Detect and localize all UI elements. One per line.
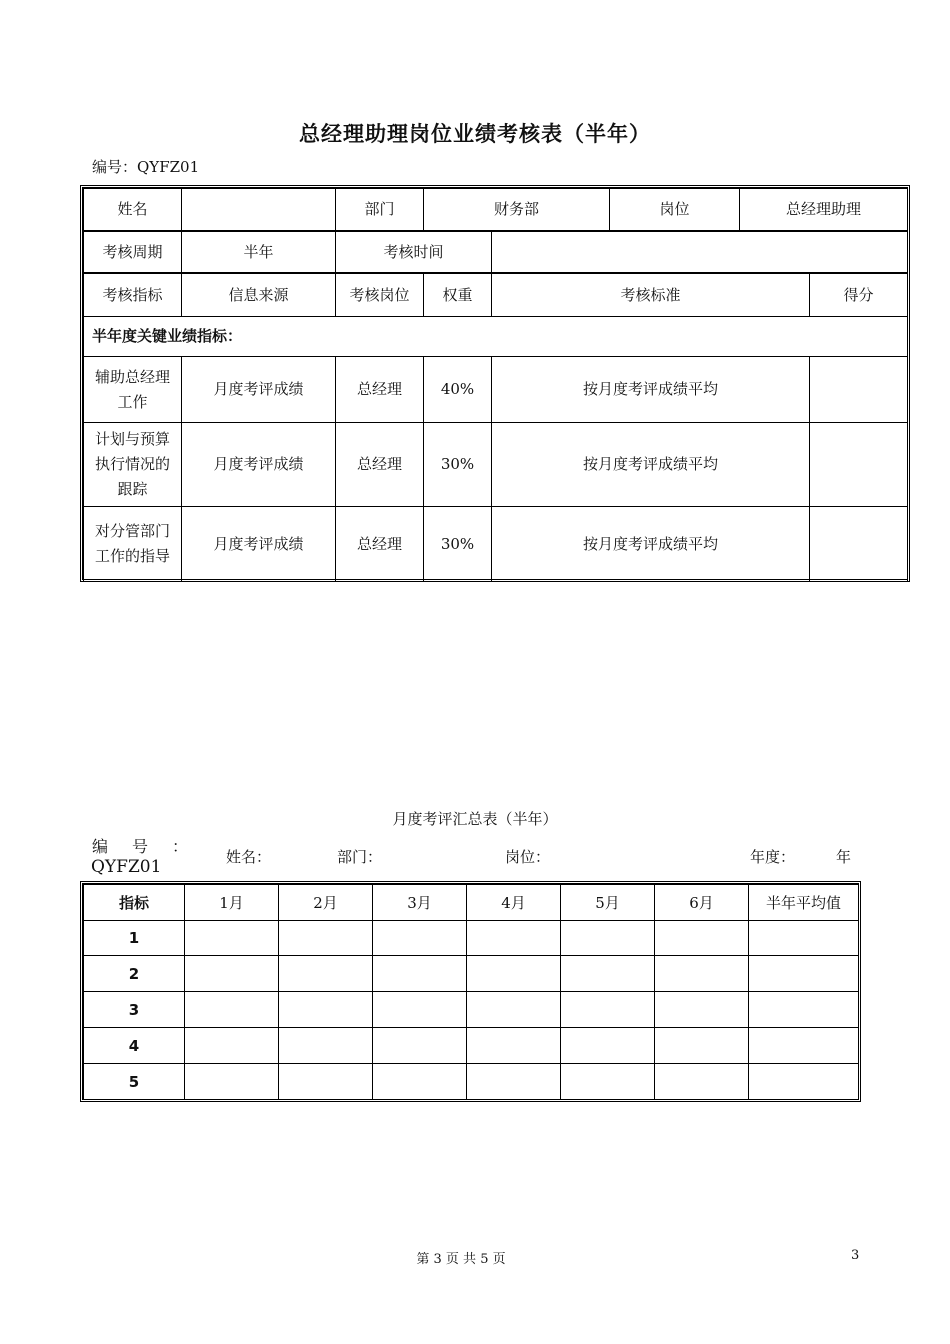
table-row: [84, 1064, 859, 1100]
col-month-5: 5月: [561, 885, 655, 921]
table-row: [84, 507, 908, 582]
score-cell[interactable]: [561, 921, 655, 956]
score-cell[interactable]: [561, 1064, 655, 1100]
table-row: [84, 357, 908, 423]
col-indicator: 考核指标: [84, 274, 182, 317]
summary-year-suffix: 年: [836, 848, 852, 866]
page-footer: 第 3 页 共 5 页: [416, 1252, 506, 1267]
score-cell[interactable]: [373, 921, 467, 956]
score-cell[interactable]: [373, 1064, 467, 1100]
score-cell[interactable]: [467, 921, 561, 956]
weight-cell: 30%: [424, 507, 492, 582]
post-value[interactable]: 总经理助理: [740, 189, 908, 231]
page-title: 总经理助理岗位业绩考核表（半年）: [299, 121, 651, 146]
row-index: 5: [84, 1064, 185, 1100]
table-row: [84, 992, 859, 1028]
name-label: 姓名: [84, 189, 182, 231]
col-average: 半年平均值: [749, 885, 859, 921]
row-index: 2: [84, 956, 185, 992]
name-value[interactable]: [182, 189, 336, 231]
score-cell[interactable]: [655, 956, 749, 992]
standard-cell: 按月度考评成绩平均: [492, 357, 810, 423]
average-cell[interactable]: [749, 1028, 859, 1064]
summary-table: [80, 881, 861, 1102]
period-value[interactable]: 半年: [182, 232, 336, 273]
time-value[interactable]: [492, 232, 908, 273]
col-post: 考核岗位: [336, 274, 424, 317]
summary-header-row: [84, 885, 859, 921]
score-cell[interactable]: [279, 921, 373, 956]
summary-title: 月度考评汇总表（半年）: [392, 810, 558, 828]
source-cell: 月度考评成绩: [182, 507, 336, 582]
average-cell[interactable]: [749, 956, 859, 992]
col-month-3: 3月: [373, 885, 467, 921]
score-cell[interactable]: [373, 956, 467, 992]
score-cell[interactable]: [467, 1028, 561, 1064]
col-score: 得分: [810, 274, 908, 317]
col-month-4: 4月: [467, 885, 561, 921]
average-cell[interactable]: [749, 992, 859, 1028]
indicator-cell: 计划与预算执行情况的跟踪: [84, 423, 182, 507]
score-cell[interactable]: [373, 992, 467, 1028]
row-index: 3: [84, 992, 185, 1028]
post-label: 岗位: [610, 189, 740, 231]
col-indicator: 指标: [84, 885, 185, 921]
weight-cell: 30%: [424, 423, 492, 507]
standard-cell: 按月度考评成绩平均: [492, 423, 810, 507]
section-row: [84, 317, 908, 357]
score-cell[interactable]: [279, 992, 373, 1028]
score-cell[interactable]: [561, 1028, 655, 1064]
col-weight: 权重: [424, 274, 492, 317]
row-index: 1: [84, 921, 185, 956]
indicator-cell: 对分管部门工作的指导: [84, 507, 182, 582]
time-label: 考核时间: [336, 232, 492, 273]
period-label: 考核周期: [84, 232, 182, 273]
score-cell[interactable]: [185, 1028, 279, 1064]
form-code: 编号：QYFZ01: [92, 158, 200, 176]
table-row: [84, 956, 859, 992]
dept-value[interactable]: 财务部: [424, 189, 610, 231]
header-row: [84, 274, 908, 317]
score-cell[interactable]: [655, 921, 749, 956]
score-cell[interactable]: [373, 1028, 467, 1064]
dept-label: 部门: [336, 189, 424, 231]
score-cell[interactable]: [279, 1064, 373, 1100]
post-cell: 总经理: [336, 357, 424, 423]
score-cell[interactable]: [279, 956, 373, 992]
col-standard: 考核标准: [492, 274, 810, 317]
summary-table-grid: [83, 884, 859, 1100]
score-cell[interactable]: [810, 357, 908, 423]
source-cell: 月度考评成绩: [182, 357, 336, 423]
summary-code-label: 编号：: [92, 837, 213, 856]
evaluation-table-kpi: [83, 273, 908, 582]
score-cell[interactable]: [655, 1028, 749, 1064]
source-cell: 月度考评成绩: [182, 423, 336, 507]
post-cell: 总经理: [336, 423, 424, 507]
section-title: 半年度关键业绩指标：: [84, 317, 908, 357]
weight-cell: 40%: [424, 357, 492, 423]
period-row: [84, 232, 908, 273]
score-cell[interactable]: [185, 1064, 279, 1100]
col-month-1: 1月: [185, 885, 279, 921]
score-cell[interactable]: [185, 992, 279, 1028]
score-cell[interactable]: [561, 992, 655, 1028]
col-month-6: 6月: [655, 885, 749, 921]
score-cell[interactable]: [467, 956, 561, 992]
score-cell[interactable]: [467, 992, 561, 1028]
post-cell: 总经理: [336, 507, 424, 582]
score-cell[interactable]: [655, 992, 749, 1028]
col-month-2: 2月: [279, 885, 373, 921]
standard-cell: 按月度考评成绩平均: [492, 507, 810, 582]
table-row: [84, 1028, 859, 1064]
indicator-cell: 辅助总经理工作: [84, 357, 182, 423]
info-row: [84, 189, 908, 231]
score-cell[interactable]: [810, 423, 908, 507]
score-cell[interactable]: [467, 1064, 561, 1100]
average-cell[interactable]: [749, 921, 859, 956]
score-cell[interactable]: [279, 1028, 373, 1064]
evaluation-table-info: [83, 188, 908, 231]
summary-name-label: 姓名：: [226, 848, 272, 866]
score-cell[interactable]: [185, 956, 279, 992]
score-cell[interactable]: [810, 507, 908, 582]
summary-code-value: QYFZ01: [91, 857, 162, 877]
summary-dept-label: 部门：: [337, 848, 383, 866]
evaluation-table-period: [83, 231, 908, 273]
table-row: [84, 423, 908, 507]
average-cell[interactable]: [749, 1064, 859, 1100]
row-index: 4: [84, 1028, 185, 1064]
summary-post-label: 岗位：: [505, 848, 551, 866]
score-cell[interactable]: [561, 956, 655, 992]
col-source: 信息来源: [182, 274, 336, 317]
score-cell[interactable]: [185, 921, 279, 956]
evaluation-table: [80, 185, 910, 582]
page-number: 3: [851, 1248, 860, 1263]
table-row: [84, 921, 859, 956]
score-cell[interactable]: [655, 1064, 749, 1100]
summary-year-label: 年度：: [750, 848, 796, 866]
